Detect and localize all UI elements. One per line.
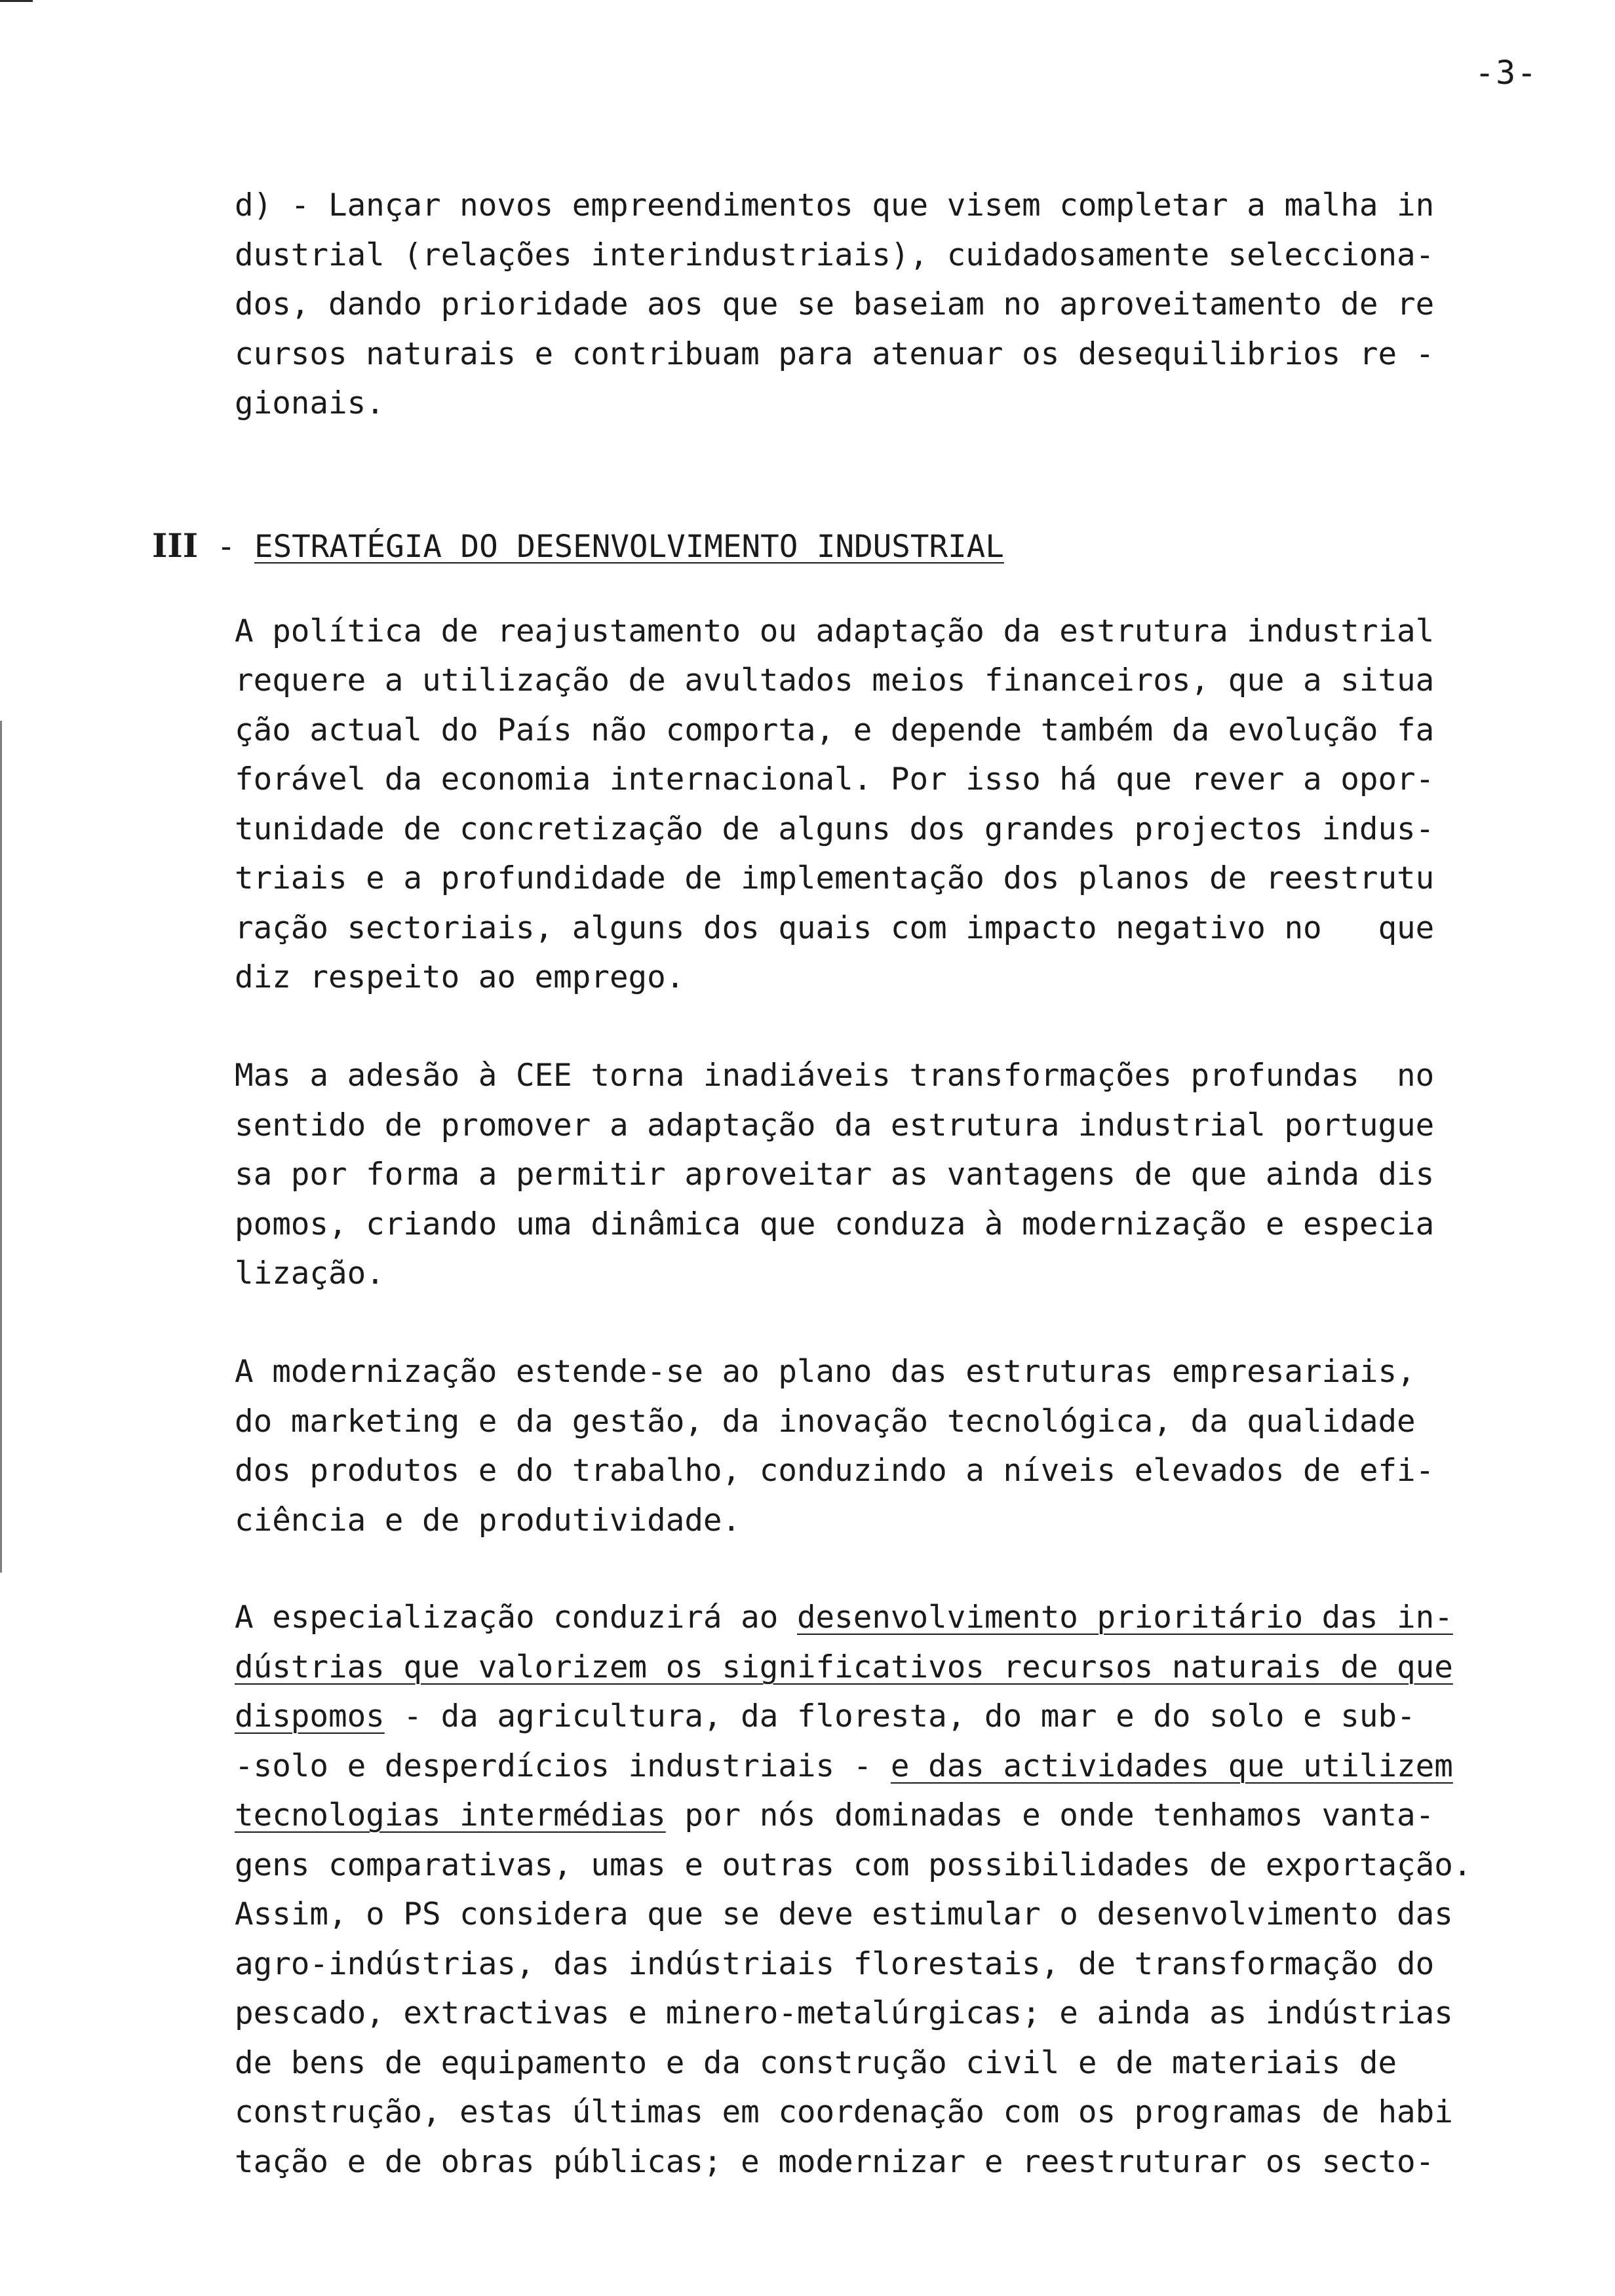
section-d-line: d) - Lançar novos empreendimentos que visem completar a malha in [235, 187, 1435, 223]
paragraph-line: forável da economia internacional. Por isso há que rever a opor- [235, 761, 1435, 797]
paragraph-line: pescado, extractivas e minero-metalúrgicas; e ainda as indústrias [235, 1995, 1453, 2031]
section-d-line: dos, dando prioridade aos que se baseiam no aproveitamento de re [235, 286, 1435, 322]
paragraph-line: triais e a profundidade de implementação dos planos de reestrutu [235, 860, 1435, 896]
paragraph-line: do marketing e da gestão, da inovação tecnológica, da qualidade [235, 1404, 1416, 1440]
paragraph-line: requere a utilização de avultados meios financeiros, que a situa [235, 662, 1435, 698]
paragraph-line: de bens de equipamento e da construção civil e de materiais de [235, 2045, 1397, 2081]
text-run: por nós dominadas e onde tenhamos vanta- [665, 1797, 1435, 1833]
section-dash: - [198, 529, 254, 565]
paragraph-line: pomos, criando uma dinâmica que conduza à modernização e especia [235, 1206, 1435, 1242]
scan-edge-mark [0, 721, 2, 1573]
section-d-line: dustrial (relações interindustriais), cuidadosamente selecciona- [235, 237, 1435, 273]
paragraph-line [235, 1748, 1453, 1784]
paragraph-line: sa por forma a permitir aproveitar as vantagens de que ainda dis [235, 1157, 1435, 1193]
paragraph-line: construção, estas últimas em coordenação com os programas de habi [235, 2094, 1453, 2130]
paragraph-line [235, 1797, 1435, 1833]
underlined-text: dispomos [235, 1698, 385, 1734]
underlined-text: tecnologias intermédias [235, 1797, 666, 1833]
paragraph-line: ração sectoriais, alguns dos quais com impacto negativo no que [235, 910, 1435, 946]
paragraph-line: ciência e de produtividade. [235, 1502, 741, 1539]
section-d-line: gionais. [235, 385, 385, 421]
paragraph-line: sentido de promover a adaptação da estrutura industrial portugue [235, 1107, 1435, 1143]
paragraph-line: lização. [235, 1255, 385, 1292]
paragraph-line: tação e de obras públicas; e modernizar e reestruturar os secto- [235, 2144, 1435, 2180]
paragraph-line [235, 1698, 1416, 1734]
paragraph-line: diz respeito ao emprego. [235, 959, 685, 995]
scan-edge-mark [0, 0, 33, 2]
text-run: -solo e desperdícios industriais - [235, 1748, 891, 1784]
page-number: -3- [1475, 54, 1538, 92]
underlined-text: desenvolvimento prioritário das in- [796, 1599, 1453, 1636]
paragraph-line: dos produtos e do trabalho, conduzindo a níveis elevados de efi- [235, 1453, 1435, 1489]
paragraph-line: ção actual do País não comporta, e depende também da evolução fa [235, 712, 1435, 748]
paragraph-line: agro-indústrias, das indústriais florestais, de transformação do [235, 1946, 1435, 1982]
section-d-line: cursos naturais e contribuam para atenuar os desequilibrios re - [235, 336, 1435, 372]
paragraph-line [235, 1649, 1453, 1685]
paragraph-line [235, 1599, 1453, 1636]
paragraph-line: Mas a adesão à CEE torna inadiáveis transformações profundas no [235, 1058, 1435, 1094]
section-numeral: III [152, 526, 199, 565]
paragraph-line: A política de reajustamento ou adaptação da estrutura industrial [235, 613, 1435, 649]
underlined-text: dústrias que valorizem os significativos recursos naturais de que [235, 1649, 1453, 1685]
paragraph-line: Assim, o PS considera que se deve estimular o desenvolvimento das [235, 1896, 1453, 1932]
paragraph-line: gens comparativas, umas e outras com possibilidades de exportação. [235, 1847, 1472, 1883]
text-run: A especialização conduzirá ao [235, 1599, 797, 1636]
section-title: ESTRATÉGIA DO DESENVOLVIMENTO INDUSTRIAL [254, 529, 1004, 565]
section-heading [152, 526, 1004, 565]
underlined-text: e das actividades que utilizem [890, 1748, 1453, 1784]
text-run: - da agricultura, da floresta, do mar e do solo e sub- [384, 1698, 1416, 1734]
paragraph-line: tunidade de concretização de alguns dos grandes projectos indus- [235, 811, 1435, 847]
paragraph-line: A modernização estende-se ao plano das estruturas empresariais, [235, 1354, 1416, 1390]
